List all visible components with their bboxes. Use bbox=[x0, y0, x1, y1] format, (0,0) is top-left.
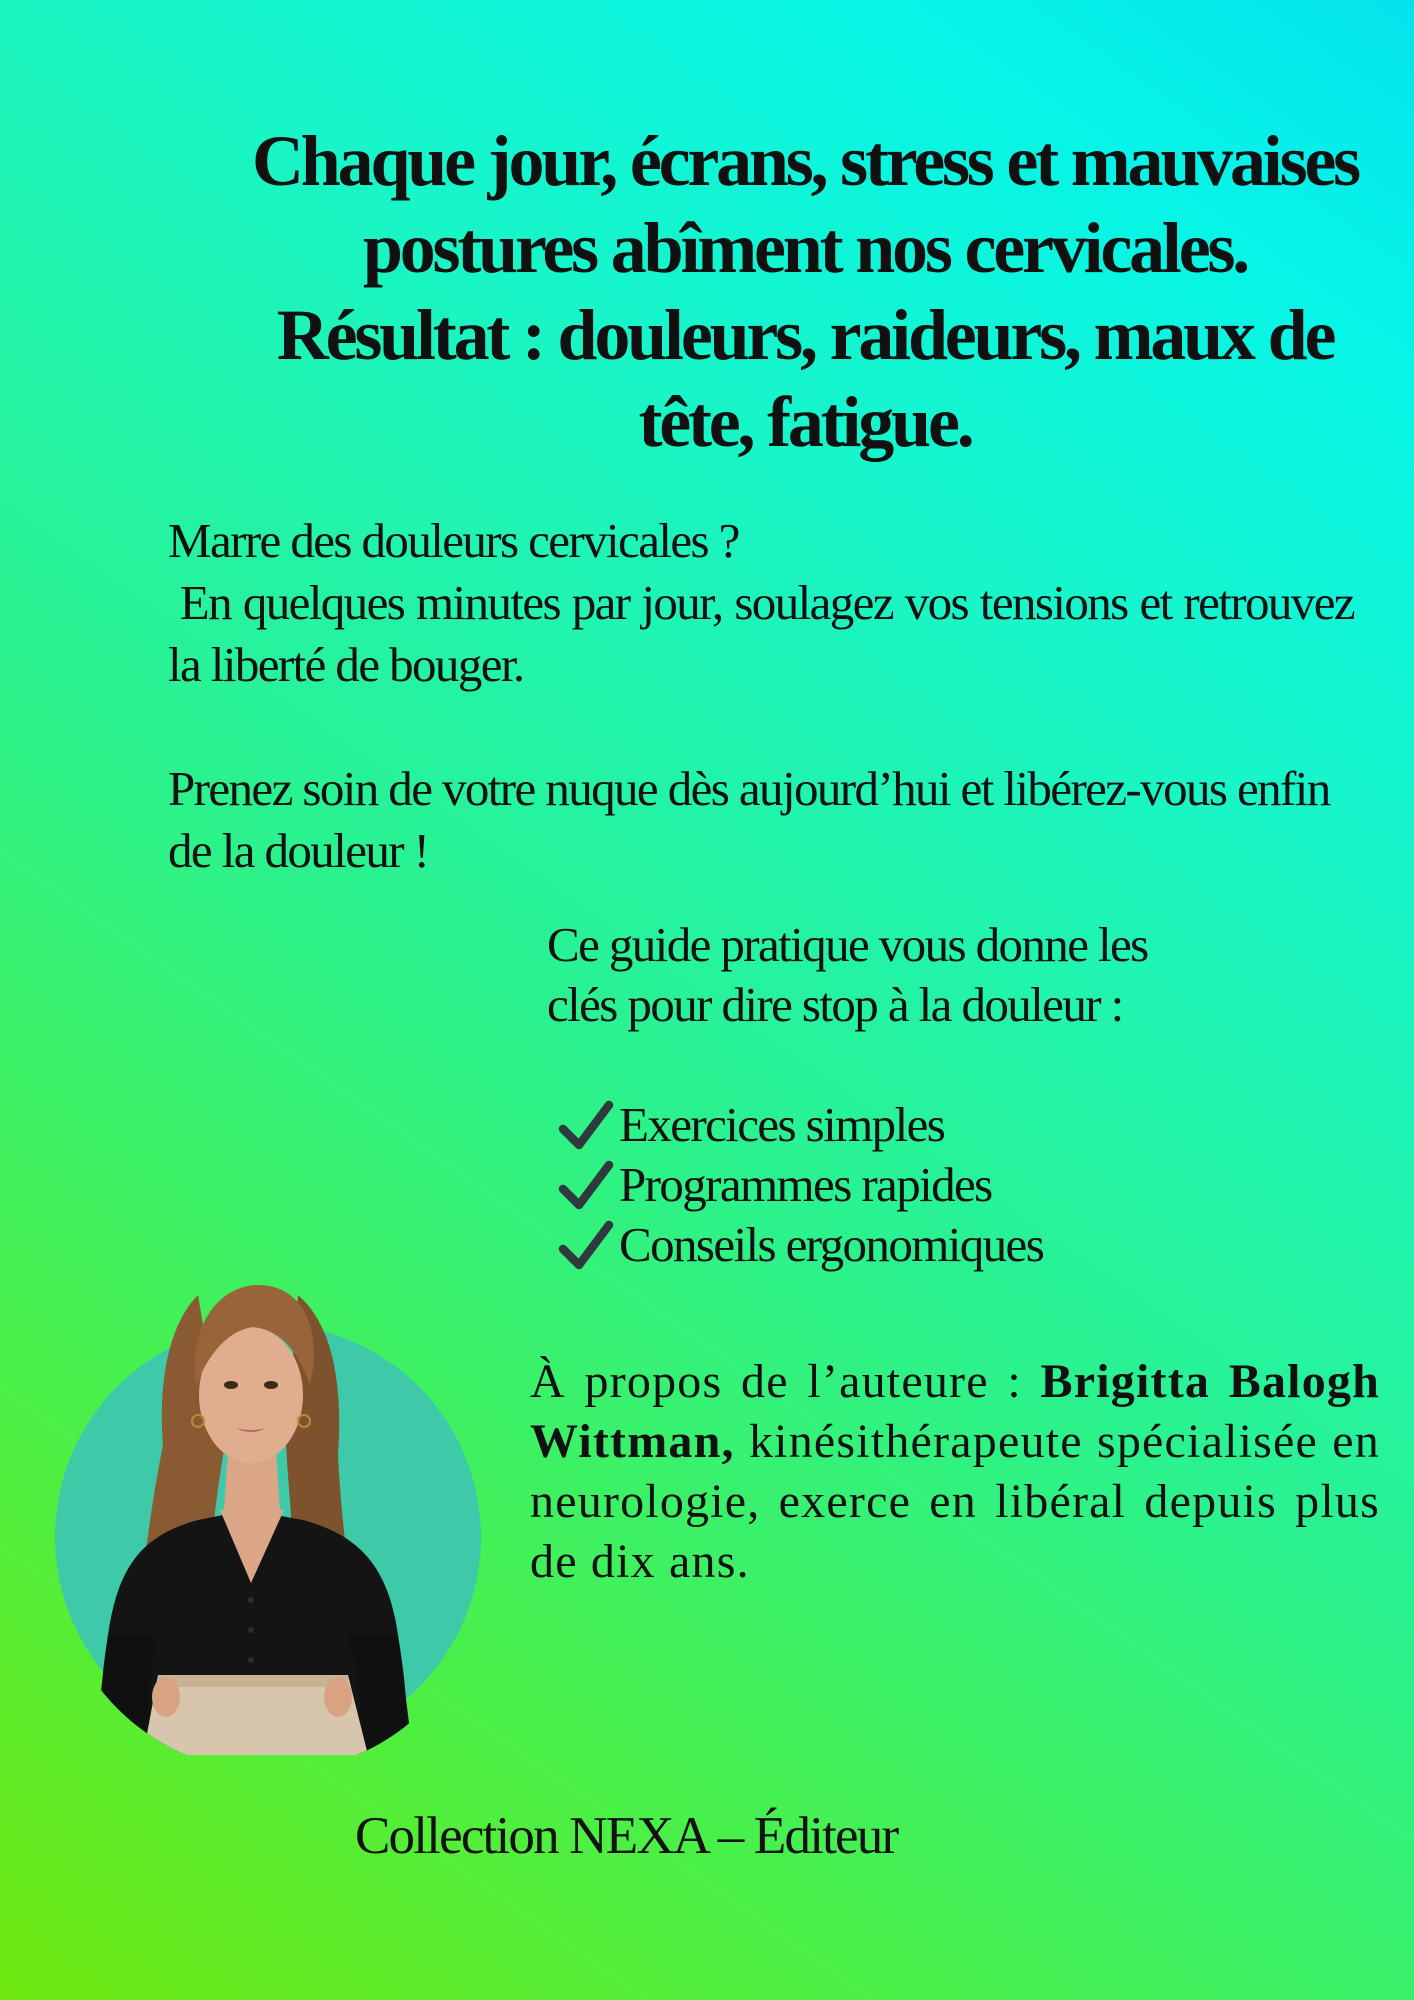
headline-line-2: postures abîment nos cervicales. bbox=[362, 208, 1248, 288]
checkmark-icon bbox=[557, 1099, 615, 1151]
author-name: Brigitta Balogh Wittman, bbox=[530, 1355, 1380, 1468]
publisher-credit: Collection NEXA – Éditeur bbox=[355, 1807, 898, 1865]
checklist-item bbox=[557, 1215, 1267, 1275]
checkmark-icon bbox=[557, 1219, 615, 1271]
headline-line-3: Résultat : douleurs, raideurs, maux de bbox=[276, 295, 1334, 375]
headline-line-1: Chaque jour, écrans, stress et mauvaises bbox=[252, 121, 1358, 201]
checklist-item-label: Exercices simples bbox=[619, 1097, 945, 1152]
intro-block bbox=[168, 510, 1365, 882]
guide-line-1: Ce guide pratique vous donne les bbox=[547, 917, 1148, 972]
checkmark-icon bbox=[557, 1159, 615, 1211]
checklist-item-label: Conseils ergonomiques bbox=[619, 1217, 1044, 1272]
intro-call-to-action: Prenez soin de votre nuque dès aujourd’hui et libérez-vous enfin de la douleur ! bbox=[168, 761, 1330, 878]
checklist-item bbox=[557, 1095, 1267, 1155]
intro-promise: En quelques minutes par jour, soulagez vos tensions et retrouvez la liberté de bouger. bbox=[168, 575, 1365, 692]
guide-block bbox=[547, 915, 1267, 1275]
headline-line-4: tête, fatigue. bbox=[638, 382, 972, 462]
feature-checklist bbox=[547, 1095, 1267, 1275]
headline bbox=[225, 118, 1385, 466]
guide-line-2: clés pour dire stop à la douleur : bbox=[547, 977, 1123, 1032]
about-author bbox=[530, 1352, 1394, 1592]
about-description: kinésithérapeute spécialisée en neurologie, exerce en libéral depuis plus de dix ans. bbox=[530, 1415, 1394, 1588]
intro-question: Marre des douleurs cervicales ? bbox=[168, 513, 739, 568]
checklist-item-label: Programmes rapides bbox=[619, 1157, 992, 1212]
about-intro: À propos de l’auteure : bbox=[530, 1355, 1041, 1408]
author-portrait bbox=[48, 1235, 488, 1755]
checklist-item bbox=[557, 1155, 1267, 1215]
